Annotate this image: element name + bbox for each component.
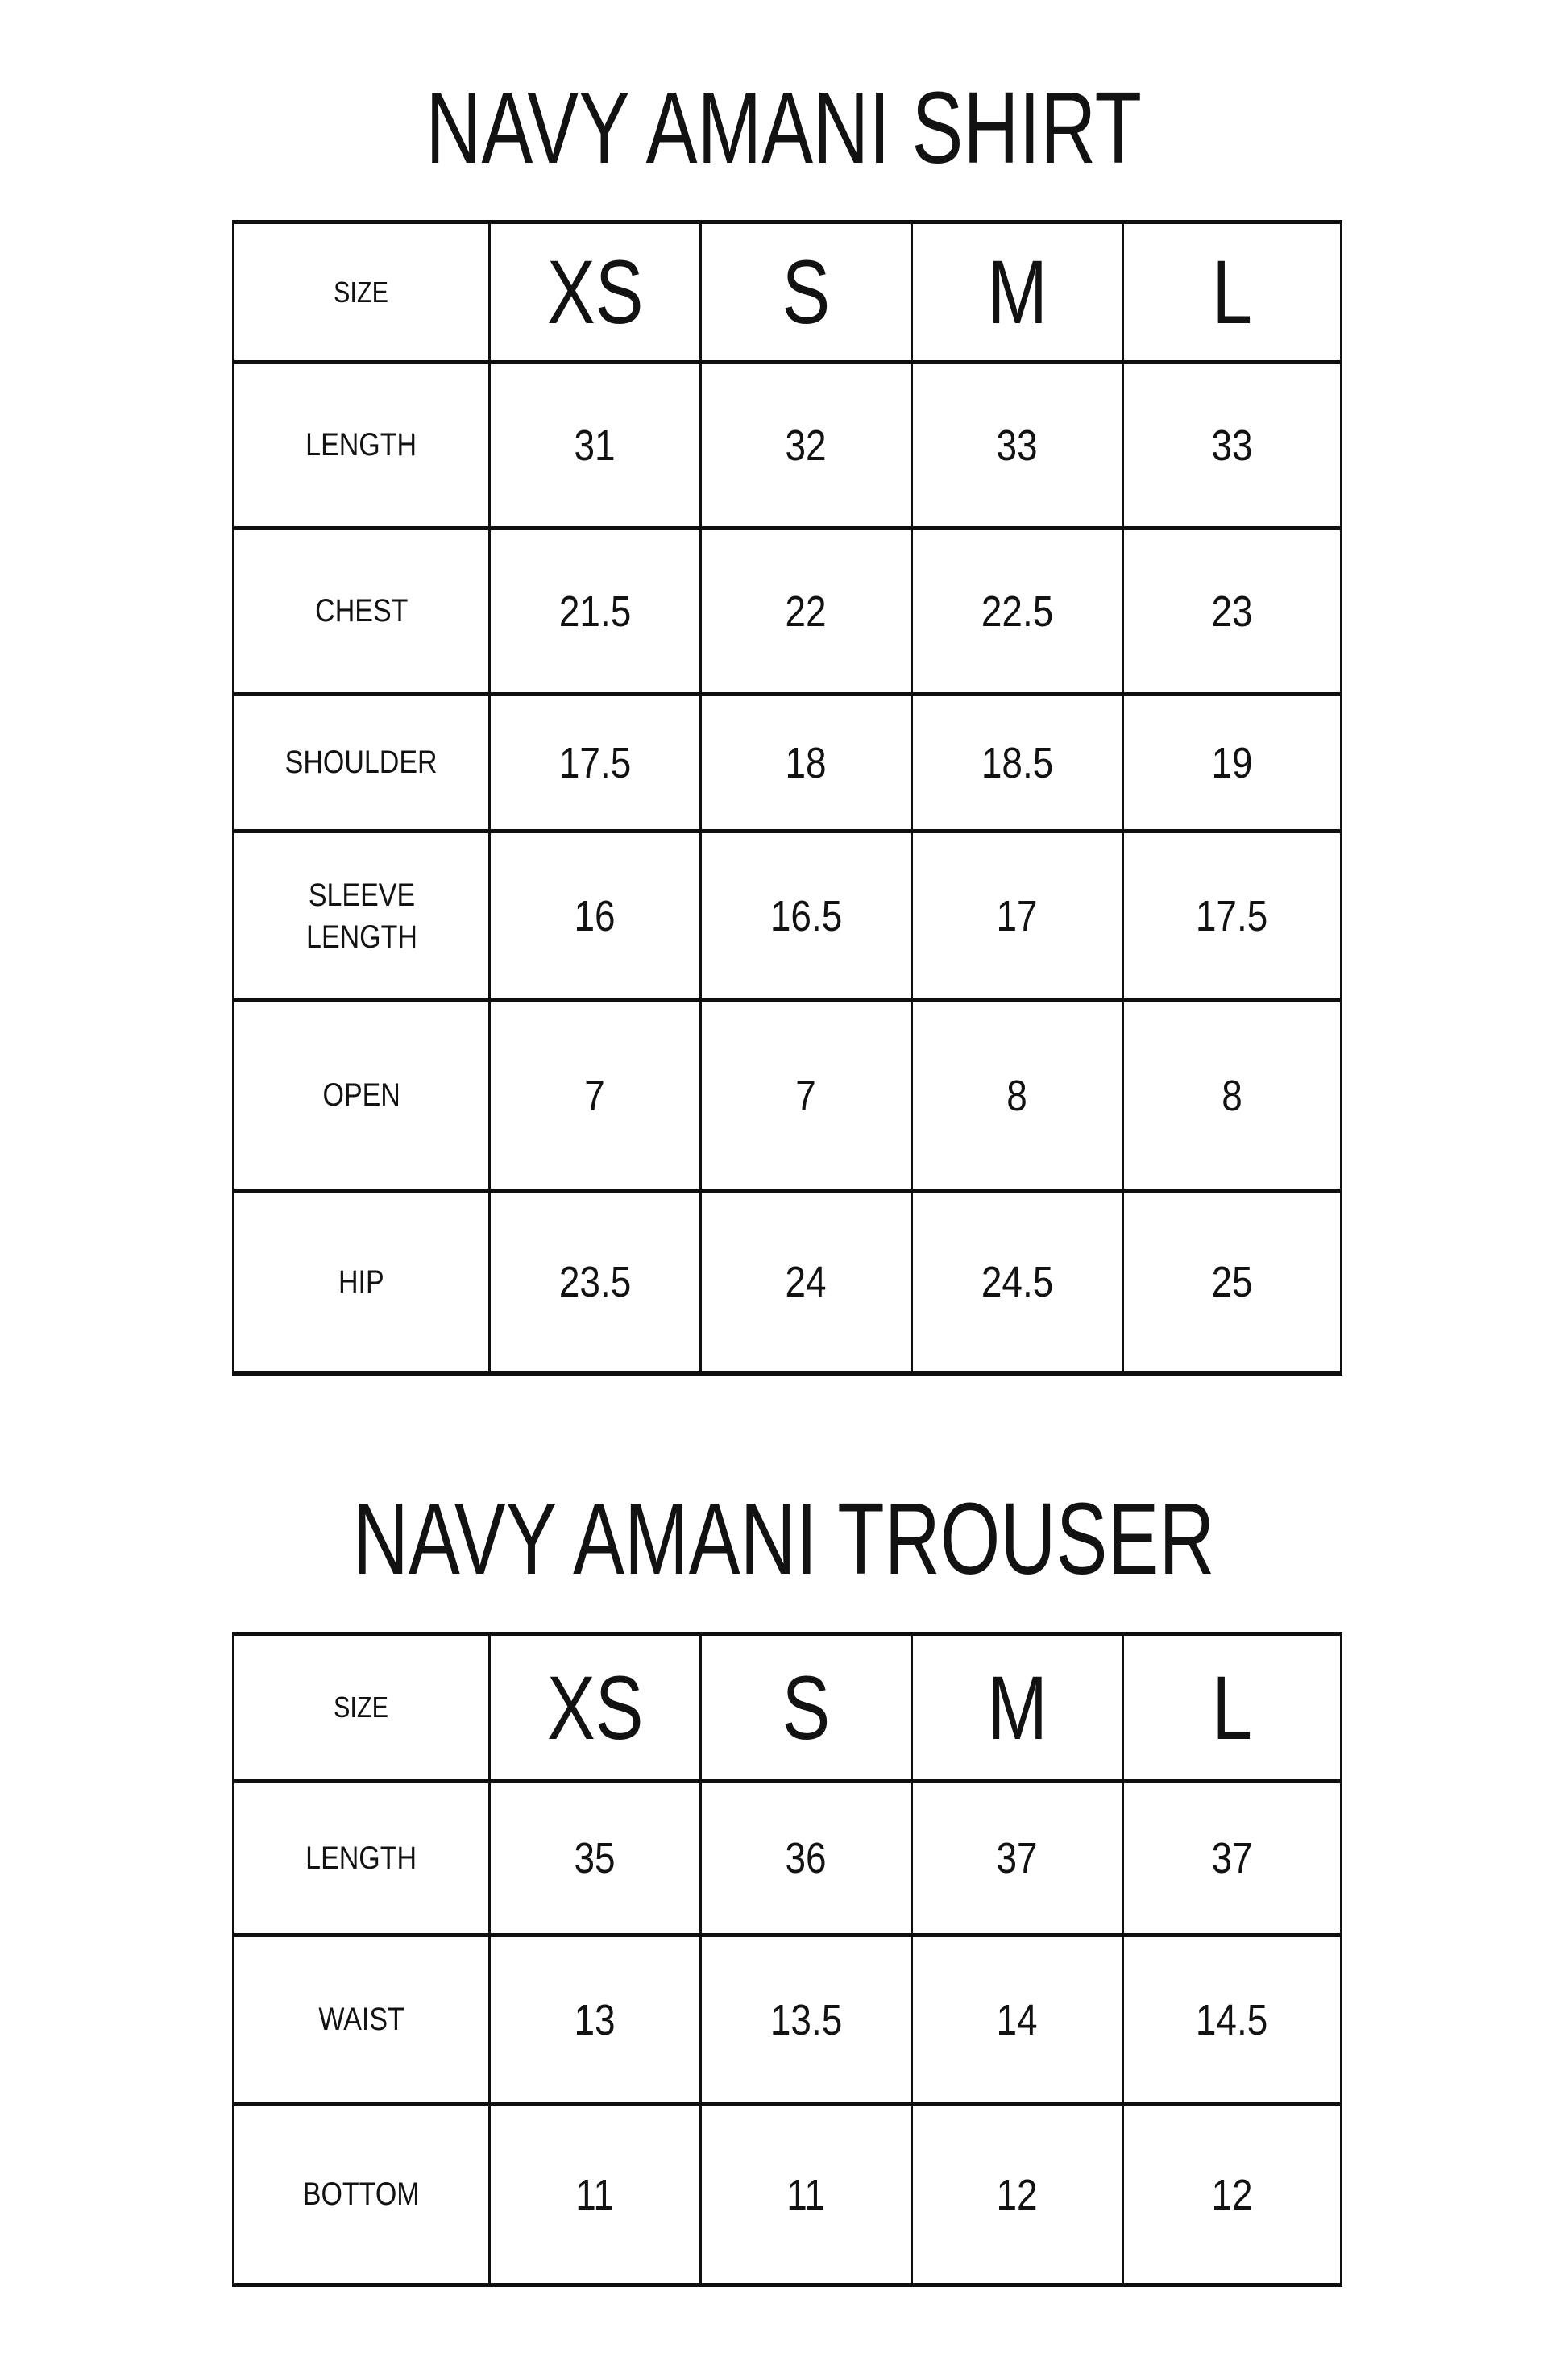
row-label: WAIST	[318, 2002, 404, 2037]
value-cell	[701, 1001, 912, 1191]
row-label: CHEST	[314, 593, 409, 629]
value-cell	[490, 2105, 701, 2285]
value: 35	[574, 1834, 616, 1882]
trouser-size-col-s	[701, 1634, 912, 1782]
value-cell	[490, 832, 701, 1001]
value-cell	[490, 1191, 701, 1374]
row-label-cell	[234, 1001, 490, 1191]
trouser-chart-title-text: NAVY AMANI TROUSER	[353, 1482, 1215, 1596]
trouser-row-length	[234, 1782, 1342, 1936]
shirt-size-col-s	[701, 222, 912, 363]
value-cell	[490, 1001, 701, 1191]
shirt-row-length	[234, 363, 1342, 529]
row-label-cell	[234, 1936, 490, 2105]
row-label-cell	[234, 1191, 490, 1374]
row-label-cell	[234, 832, 490, 1001]
value-cell	[1123, 832, 1342, 1001]
value-cell	[701, 2105, 912, 2285]
trouser-size-l: L	[1212, 1657, 1252, 1758]
value-cell	[490, 695, 701, 832]
value-cell	[701, 832, 912, 1001]
value: 14.5	[1196, 1995, 1268, 2044]
value: 16	[574, 891, 616, 940]
shirt-chart-title	[0, 0, 1568, 185]
value-cell	[490, 363, 701, 529]
trouser-size-header-cell	[234, 1634, 490, 1782]
trouser-size-col-xs	[490, 1634, 701, 1782]
row-label-cell	[234, 363, 490, 529]
value-cell	[912, 1782, 1123, 1936]
value: 22.5	[981, 587, 1054, 636]
value: 22	[785, 587, 828, 636]
value-cell	[701, 1936, 912, 2105]
value-cell	[912, 529, 1123, 695]
row-label-cell	[234, 529, 490, 695]
row-label: SLEEVE LENGTH	[305, 877, 417, 955]
value-cell	[912, 695, 1123, 832]
value-cell	[912, 832, 1123, 1001]
row-label: HIP	[338, 1264, 384, 1300]
value-cell	[490, 529, 701, 695]
value: 23	[1211, 587, 1253, 636]
value-cell	[701, 1191, 912, 1374]
value-cell	[1123, 529, 1342, 695]
value-cell	[912, 1001, 1123, 1191]
value: 25	[1211, 1258, 1253, 1306]
row-label: LENGTH	[305, 1840, 417, 1876]
value: 14	[996, 1995, 1039, 2044]
shirt-size-header-cell	[234, 222, 490, 363]
row-label: OPEN	[322, 1077, 400, 1113]
row-label: BOTTOM	[303, 2176, 420, 2212]
trouser-size-m: M	[987, 1657, 1047, 1758]
value: 24	[785, 1258, 828, 1306]
value: 17.5	[1196, 891, 1268, 940]
value: 8	[1006, 1071, 1028, 1120]
value-cell	[701, 695, 912, 832]
value-cell	[1123, 2105, 1342, 2285]
value: 24.5	[981, 1258, 1054, 1306]
trouser-size-header-label: SIZE	[334, 1691, 389, 1724]
shirt-row-chest	[234, 529, 1342, 695]
value-cell	[490, 1936, 701, 2105]
value: 13.5	[769, 1995, 843, 2044]
value: 23.5	[558, 1258, 632, 1306]
value: 18	[785, 738, 828, 787]
shirt-size-col-l	[1123, 222, 1342, 363]
row-label: SHOULDER	[285, 745, 438, 780]
value: 21.5	[558, 587, 632, 636]
shirt-chart-title-text: NAVY AMANI SHIRT	[425, 71, 1143, 185]
value-cell	[912, 1936, 1123, 2105]
row-label-cell	[234, 1782, 490, 1936]
trouser-row-waist	[234, 1936, 1342, 2105]
value: 16.5	[769, 891, 843, 940]
value-cell	[701, 529, 912, 695]
shirt-size-col-xs	[490, 222, 701, 363]
trouser-size-table	[232, 1632, 1342, 2287]
value: 8	[1222, 1071, 1242, 1120]
row-label-cell	[234, 695, 490, 832]
value: 12	[996, 2170, 1039, 2219]
value-cell	[1123, 1191, 1342, 1374]
trouser-size-xs: XS	[546, 1657, 644, 1758]
value-cell	[912, 363, 1123, 529]
value: 7	[795, 1071, 817, 1120]
trouser-chart-title	[0, 1482, 1568, 1596]
value: 33	[1211, 421, 1253, 470]
value: 19	[1211, 738, 1253, 787]
value-cell	[701, 363, 912, 529]
shirt-size-s: S	[782, 242, 831, 342]
value: 18.5	[981, 738, 1054, 787]
shirt-row-hip	[234, 1191, 1342, 1374]
value: 33	[996, 421, 1039, 470]
shirt-size-header-label: SIZE	[334, 275, 389, 309]
value: 11	[786, 2170, 826, 2219]
trouser-size-col-l	[1123, 1634, 1342, 1782]
value-cell	[912, 2105, 1123, 2285]
shirt-size-col-m	[912, 222, 1123, 363]
value: 13	[574, 1995, 616, 2044]
shirt-size-l: L	[1212, 242, 1252, 342]
value: 11	[575, 2170, 615, 2219]
value-cell	[1123, 363, 1342, 529]
row-label-cell	[234, 2105, 490, 2285]
value-cell	[1123, 1936, 1342, 2105]
shirt-size-m: M	[987, 242, 1047, 342]
value-cell	[490, 1782, 701, 1936]
trouser-size-s: S	[782, 1657, 831, 1758]
trouser-size-col-m	[912, 1634, 1123, 1782]
value: 17	[996, 891, 1039, 940]
value: 37	[1211, 1834, 1253, 1882]
value-cell	[1123, 1001, 1342, 1191]
row-label: LENGTH	[305, 427, 417, 463]
shirt-row-shoulder	[234, 695, 1342, 832]
shirt-row-sleeve-length	[234, 832, 1342, 1001]
value: 17.5	[558, 738, 632, 787]
value: 32	[785, 421, 828, 470]
value: 7	[584, 1071, 606, 1120]
value-cell	[701, 1782, 912, 1936]
value-cell	[912, 1191, 1123, 1374]
value: 12	[1211, 2170, 1253, 2219]
shirt-row-open	[234, 1001, 1342, 1191]
value: 36	[785, 1834, 828, 1882]
shirt-header-row	[234, 222, 1342, 363]
value-cell	[1123, 695, 1342, 832]
trouser-row-bottom	[234, 2105, 1342, 2285]
value: 37	[996, 1834, 1039, 1882]
value-cell	[1123, 1782, 1342, 1936]
trouser-header-row	[234, 1634, 1342, 1782]
value: 31	[574, 421, 616, 470]
shirt-size-table	[232, 220, 1342, 1376]
shirt-size-xs: XS	[546, 242, 644, 342]
